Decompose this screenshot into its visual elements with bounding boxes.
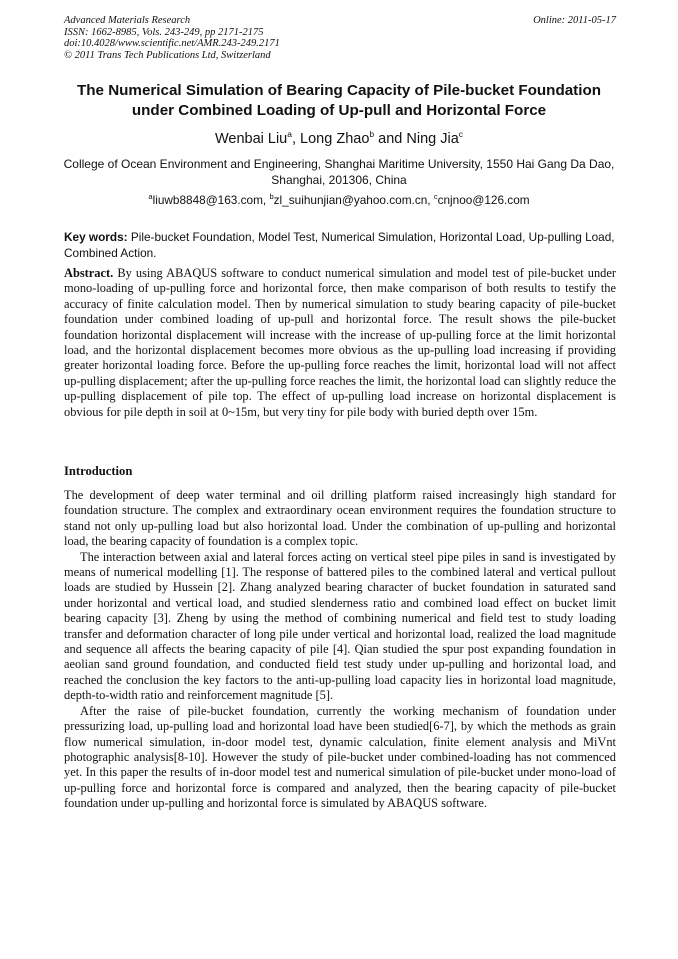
journal-name: Advanced Materials Research	[64, 15, 191, 26]
author-emails	[40, 193, 638, 208]
author-name: Ning Jia	[406, 131, 459, 147]
email-superscript: c	[433, 192, 438, 201]
author-superscript: b	[369, 129, 375, 139]
journal-header	[64, 15, 616, 61]
email-address: cnjnoo@126.com	[437, 193, 530, 207]
paragraph: After the raise of pile-bucket foundation, currently the working mechanism of foundation under pressurizing load, up-pulling load and horizontal load have been studied[6-7], by which the methods as grain flow numerical simulation, in-door model test, dynamic calculation, finite element analysis and MiVnt photographic analysis[8-10]. However the study of pile-bucket under combined-loading has not commenced yet. In this paper the results of in-door model test and numerical simulation of pile-bucket under mono-load of up-pulling force and horizontal force is compared and analyzed, then the bearing capacity of pile-bucket foundation under up-pulling and horizontal force is simulated by ABAQUS software.	[64, 703, 616, 811]
journal-doi: doi:10.4028/www.scientific.net/AMR.243-249.2171	[64, 38, 280, 49]
keywords-label: Key words:	[64, 230, 128, 244]
keywords	[64, 230, 616, 261]
title-line-2: under Combined Loading of Up-pull and Horizontal Force	[131, 102, 547, 119]
email-superscript: b	[269, 192, 274, 201]
author-separator: ,	[291, 131, 301, 147]
author-superscript: c	[458, 129, 464, 139]
author-superscript: a	[287, 129, 292, 139]
online-date: Online: 2011-05-17	[533, 15, 616, 26]
affiliation: College of Ocean Environment and Engineering, Shanghai Maritime University, 1550 Hai Gang Da Dao, Shanghai, 201306, China	[63, 157, 615, 187]
paragraph: The development of deep water terminal and oil drilling platform raised increasingly high standard for foundation structure. The complex and extraordinary ocean environment requires the foundation structure to stand not only up-pulling load but also horizontal load. Under the combination of up-pulling and horizontal load, the bearing capacity of foundation is a complex topic.	[64, 488, 616, 549]
email-address: liuwb8848@163.com,	[152, 193, 270, 207]
abstract-label: Abstract.	[64, 266, 114, 280]
author-name: Long Zhao	[300, 131, 370, 147]
title-line-1: The Numerical Simulation of Bearing Capacity of Pile-bucket Foundation	[76, 82, 602, 99]
journal-copyright: © 2011 Trans Tech Publications Ltd, Switzerland	[64, 49, 271, 61]
paper-title	[52, 81, 626, 121]
paragraph: The interaction between axial and lateral forces acting on vertical steel pipe piles in sand is investigated by means of numerical modelling [1]. The response of battered piles to the combined lateral and vertical pullout loads are studied by Hussein [2]. Zhang analyzed bearing character of bucket foundation in saturated sand under horizontal and vertical load, and studied slenderness ratio and combined load effect on bucket limit bearing capacity [3]. Zheng by using the method of combining numerical and field test to study loading transfer and deformation character of long pile under vertical and horizontal load, realized the load magnitude and sequence all affects the bearing capacity of pile [4]. Qian studied the spur post expanding foundation in aeolian sand ground foundation, and conducted field test study under up-pulling and horizontal load, and reached the conclusion the key factors to the anti-up-pulling load capacity lies in horizontal load magnitude, depth-to-width ratio and reinforcement magnitude [5].	[64, 549, 616, 703]
abstract-text: By using ABAQUS software to conduct numerical simulation and model test of pile-bucket under mono-loading of up-pulling force and horizontal force, then make comparison of both results to testify the accuracy of finite calculation model. Then by numerical simulation to study bearing capacity of pile-bucket foundation under combined loading of up-pull and horizontal force. The result shows the pile-bucket foundation horizontal displacement will increase with the increase of up-pulling force at the limit horizontal load, and the horizontal displacement becomes more obvious as the up-pulling load increasing if providing greater horizontal loading force. Before the up-pulling force reaches the limit, horizontal load will not affect up-pulling displacement; after the up-pulling force reaches the limit, the horizontal load can slightly reduce the up-pulling displacement of pile top. The effect of up-pulling load increase on horizontal displacement is obvious for pile depth in soil at 0~15m, but very tiny for pile body with buried depth over 15m.	[64, 266, 616, 419]
keywords-text: Pile-bucket Foundation, Model Test, Numerical Simulation, Horizontal Load, Up-pulling Load, Combined Action.	[64, 230, 615, 260]
journal-issn: ISSN: 1662-8985, Vols. 243-249, pp 2171-2175	[64, 26, 264, 38]
abstract	[64, 266, 616, 420]
author-list	[40, 130, 638, 148]
section-heading-introduction: Introduction	[64, 464, 133, 478]
introduction-body	[64, 488, 616, 812]
author-separator: and	[374, 131, 407, 147]
author-name: Wenbai Liu	[214, 131, 288, 147]
email-superscript: a	[148, 192, 153, 201]
email-address: zl_suihunjian@yahoo.com.cn,	[273, 193, 434, 207]
